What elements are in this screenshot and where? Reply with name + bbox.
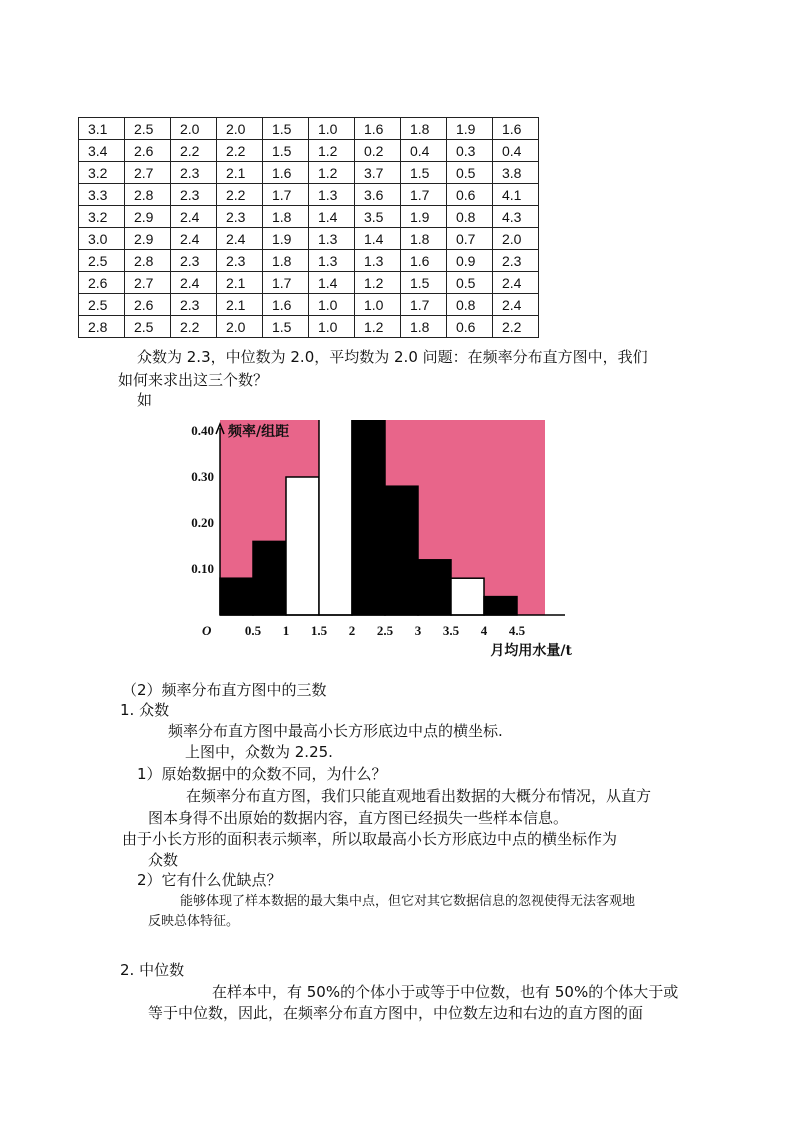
table-cell: 1.3	[355, 250, 401, 272]
item1-example: 上图中，众数为 2.25.	[185, 743, 333, 761]
histogram-bar	[286, 477, 319, 615]
table-cell: 0.5	[447, 162, 493, 184]
x-tick-label: 2.5	[376, 623, 394, 638]
table-cell: 1.5	[263, 140, 309, 162]
histogram-bar	[484, 597, 517, 615]
table-cell: 2.0	[493, 228, 539, 250]
table-cell: 1.7	[401, 184, 447, 206]
table-cell: 0.2	[355, 140, 401, 162]
table-cell: 1.4	[309, 272, 355, 294]
table-cell: 1.9	[447, 118, 493, 140]
table-cell: 2.6	[79, 272, 125, 294]
table-row	[79, 228, 539, 250]
table-cell: 3.1	[79, 118, 125, 140]
table-cell: 1.4	[309, 206, 355, 228]
table-cell: 2.3	[171, 162, 217, 184]
table-row	[79, 272, 539, 294]
chart-layer	[191, 420, 572, 659]
table-cell: 2.7	[125, 162, 171, 184]
table-cell: 2.1	[217, 294, 263, 316]
intro-line-1: 众数为 2.3，中位数为 2.0，平均数为 2.0 问题：在频率分布直方图中，我们	[137, 348, 648, 366]
question-2: 2）它有什么优缺点？	[137, 871, 282, 889]
x-tick-label: 3.5	[442, 623, 460, 638]
table-cell: 1.2	[309, 140, 355, 162]
y-tick-label: 0.40	[191, 423, 214, 438]
x-tick-label: 1.5	[310, 623, 328, 638]
table-cell: 2.8	[79, 316, 125, 338]
table-cell: 2.2	[217, 140, 263, 162]
table-row	[79, 162, 539, 184]
table-cell: 0.6	[447, 184, 493, 206]
table-cell: 1.3	[309, 228, 355, 250]
item2-line-1: 在样本中，有 50%的个体小于或等于中位数，也有 50%的个体大于或	[212, 983, 679, 1001]
table-cell: 1.2	[355, 272, 401, 294]
data-table-body	[79, 118, 539, 338]
item1-definition: 频率分布直方图中最高小长方形底边中点的横坐标.	[168, 722, 503, 740]
histogram-bar	[385, 486, 418, 615]
table-cell: 2.5	[79, 294, 125, 316]
table-cell: 1.6	[493, 118, 539, 140]
y-tick-label: 0.10	[191, 561, 214, 576]
table-cell: 2.3	[171, 250, 217, 272]
table-row	[79, 316, 539, 338]
table-cell: 2.0	[171, 118, 217, 140]
table-cell: 2.3	[171, 294, 217, 316]
histogram-bar	[253, 541, 286, 615]
table-cell: 1.5	[263, 118, 309, 140]
origin-label: O	[202, 623, 212, 638]
table-cell: 1.9	[401, 206, 447, 228]
histogram-chart	[190, 420, 610, 660]
table-cell: 3.2	[79, 206, 125, 228]
table-cell: 1.5	[401, 272, 447, 294]
item2-line-2: 等于中位数，因此，在频率分布直方图中，中位数左边和右边的直方图的面	[148, 1004, 644, 1022]
x-axis-title: 月均用水量/t	[490, 643, 572, 659]
table-cell: 2.1	[217, 162, 263, 184]
table-row	[79, 118, 539, 140]
table-cell: 1.6	[263, 294, 309, 316]
x-tick-label: 0.5	[244, 623, 262, 638]
y-tick-label: 0.20	[191, 515, 214, 530]
table-cell: 2.4	[171, 228, 217, 250]
table-cell: 1.2	[355, 316, 401, 338]
table-row	[79, 184, 539, 206]
table-cell: 2.9	[125, 228, 171, 250]
table-cell: 3.2	[79, 162, 125, 184]
x-tick-label: 1	[282, 623, 290, 638]
table-cell: 2.2	[171, 316, 217, 338]
table-cell: 2.8	[125, 250, 171, 272]
table-cell: 4.3	[493, 206, 539, 228]
table-cell: 3.0	[79, 228, 125, 250]
table-cell: 2.4	[493, 272, 539, 294]
table-cell: 1.9	[263, 228, 309, 250]
table-cell: 4.1	[493, 184, 539, 206]
table-cell: 0.3	[447, 140, 493, 162]
table-cell: 3.7	[355, 162, 401, 184]
table-cell: 2.4	[171, 206, 217, 228]
table-cell: 1.5	[401, 162, 447, 184]
table-row	[79, 250, 539, 272]
table-row	[79, 294, 539, 316]
x-tick-label: 4	[480, 623, 488, 638]
table-cell: 1.6	[401, 250, 447, 272]
table-cell: 1.7	[263, 184, 309, 206]
table-cell: 2.2	[217, 184, 263, 206]
table-row	[79, 140, 539, 162]
histogram-bar	[352, 420, 385, 615]
table-cell: 0.6	[447, 316, 493, 338]
table-cell: 2.0	[217, 316, 263, 338]
table-cell: 2.8	[125, 184, 171, 206]
table-cell: 3.4	[79, 140, 125, 162]
q2-answer-line-2: 反映总体特征。	[148, 914, 240, 929]
table-cell: 2.2	[493, 316, 539, 338]
histogram-bar	[418, 560, 451, 615]
histogram-bar	[451, 578, 484, 615]
table-cell: 1.0	[309, 316, 355, 338]
table-cell: 1.3	[309, 250, 355, 272]
x-tick-label: 3	[414, 623, 422, 638]
table-cell: 2.9	[125, 206, 171, 228]
table-cell: 2.4	[171, 272, 217, 294]
table-cell: 1.3	[309, 184, 355, 206]
table-cell: 1.0	[309, 118, 355, 140]
table-cell: 3.5	[355, 206, 401, 228]
table-cell: 1.5	[263, 316, 309, 338]
table-cell: 1.8	[263, 250, 309, 272]
y-tick-label: 0.30	[191, 469, 214, 484]
q1-answer-line-1: 在频率分布直方图，我们只能直观地看出数据的大概分布情况，从直方	[186, 787, 652, 805]
table-cell: 1.0	[355, 294, 401, 316]
intro-line-3: 如	[137, 391, 153, 409]
table-cell: 2.3	[493, 250, 539, 272]
table-cell: 0.8	[447, 206, 493, 228]
y-axis-title: 频率/组距	[228, 424, 290, 440]
table-cell: 2.1	[217, 272, 263, 294]
table-cell: 2.6	[125, 294, 171, 316]
table-cell: 2.5	[79, 250, 125, 272]
table-cell: 1.6	[263, 162, 309, 184]
table-cell: 2.3	[171, 184, 217, 206]
item1-title: 1. 众数	[120, 701, 170, 719]
table-cell: 1.8	[401, 228, 447, 250]
table-row	[79, 206, 539, 228]
table-cell: 3.8	[493, 162, 539, 184]
table-cell: 0.4	[493, 140, 539, 162]
table-cell: 2.5	[125, 118, 171, 140]
table-cell: 2.7	[125, 272, 171, 294]
table-cell: 0.7	[447, 228, 493, 250]
table-cell: 2.3	[217, 206, 263, 228]
q2-answer-line-1: 能够体现了样本数据的最大集中点，但它对其它数据信息的忽视使得无法客观地	[180, 894, 636, 909]
table-cell: 2.5	[125, 316, 171, 338]
question-1: 1）原始数据中的众数不同，为什么？	[137, 765, 387, 783]
table-cell: 1.8	[401, 118, 447, 140]
table-cell: 1.7	[401, 294, 447, 316]
data-table	[78, 117, 539, 338]
table-cell: 3.6	[355, 184, 401, 206]
table-cell: 3.3	[79, 184, 125, 206]
table-cell: 2.0	[217, 118, 263, 140]
table-cell: 0.8	[447, 294, 493, 316]
table-cell: 1.2	[309, 162, 355, 184]
table-cell: 1.4	[355, 228, 401, 250]
table-cell: 2.4	[493, 294, 539, 316]
table-cell: 1.8	[401, 316, 447, 338]
q1-answer-line-3: 由于小长方形的面积表示频率，所以取最高小长方形底边中点的横坐标作为	[122, 830, 618, 848]
table-cell: 1.0	[309, 294, 355, 316]
histogram-bar	[220, 578, 253, 615]
table-cell: 2.4	[217, 228, 263, 250]
table-cell: 0.4	[401, 140, 447, 162]
table-cell: 0.9	[447, 250, 493, 272]
table-cell: 1.7	[263, 272, 309, 294]
table-cell: 2.3	[217, 250, 263, 272]
x-tick-label: 2	[348, 623, 356, 638]
q1-answer-line-4: 众数	[148, 851, 179, 869]
histogram-bar	[319, 420, 352, 615]
intro-line-2: 如何来求出这三个数？	[118, 371, 269, 389]
table-cell: 2.2	[171, 140, 217, 162]
x-tick-label: 4.5	[508, 623, 526, 638]
table-cell: 2.6	[125, 140, 171, 162]
table-cell: 0.5	[447, 272, 493, 294]
table-cell: 1.6	[355, 118, 401, 140]
item2-title: 2. 中位数	[120, 961, 185, 979]
table-cell: 1.8	[263, 206, 309, 228]
q1-answer-line-2: 图本身得不出原始的数据内容，直方图已经损失一些样本信息。	[148, 809, 569, 827]
section-title: （2）频率分布直方图中的三数	[122, 681, 327, 699]
